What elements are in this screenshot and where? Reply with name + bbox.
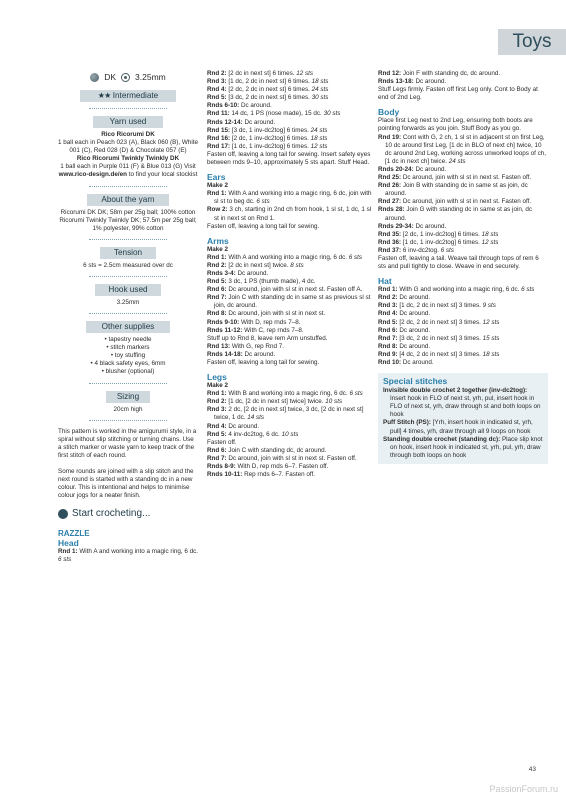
supply-item: • 4 black safety eyes, 6mm (90, 360, 166, 368)
stitch-count: 6 sts (256, 198, 270, 206)
row-label: Rnd 5: (207, 278, 227, 286)
row-label: Rnd 37: (378, 246, 402, 254)
row-text: Dc around, join with sl st in next st. (226, 310, 326, 318)
row-label: Rnd 25: (378, 174, 402, 182)
row-label: Rnds 6-10: (207, 102, 240, 110)
stitch-count: 24 sts (310, 126, 328, 134)
ears-instructions (207, 190, 373, 222)
tension-heading: Tension (100, 247, 156, 259)
instruction-row (207, 471, 373, 479)
yarn2-details-end: to find your local stockist (126, 171, 198, 179)
row-text: With B and working into a magic ring, 6 dc. (226, 390, 350, 398)
instruction-row (207, 86, 373, 94)
row-text: [1 dc, 2 dc in next st] 3 times. (397, 302, 483, 310)
supply-item: • tapestry needle (104, 336, 152, 344)
row-label: Rnd 13: (207, 342, 231, 350)
instruction-row (207, 343, 373, 351)
row-text: With G, rep Rnd 7. (230, 342, 284, 350)
yarn2-name: Rico Ricorumi Twinkly Twinkly DK (76, 155, 180, 163)
row-label: Rnd 2: (207, 398, 227, 406)
supply-item: • blusher (optional) (101, 368, 155, 376)
start-crocheting-label: Start crocheting... (72, 508, 151, 520)
instruction-row (207, 102, 373, 110)
stitch-count: 12 sts (296, 70, 314, 77)
row-label: Rnd 7: (207, 294, 227, 302)
row-label: Rnds 11-12: (207, 326, 243, 334)
head-finish: Fasten off, leaving a long tail for sewing. Insert safety eyes between rnds 9–10, approximately 5 sts apart. Stuff Head. (207, 150, 371, 167)
row-label: Rnd 3: (378, 302, 398, 310)
row-text: [2 dc in next st] twice. (226, 261, 291, 269)
row-label: Rnd 4: (207, 422, 227, 430)
instruction-row (207, 127, 373, 135)
instruction-row (378, 327, 548, 335)
instruction-row (207, 463, 373, 471)
instruction-row (207, 398, 373, 406)
stitch-count: 6 sts (58, 556, 72, 564)
row-label: Rnd 4: (378, 310, 398, 318)
row-text: [3 dc, 1 inv-dc2tog] 6 times. (230, 126, 311, 134)
instruction-row (383, 419, 543, 435)
right-column (378, 70, 548, 464)
row-text: Dc around. (235, 269, 269, 277)
level-label: Intermediate (112, 91, 159, 100)
row-text: Rep rnds 6–7. Fasten off. (242, 471, 316, 479)
row-text: Dc around. (397, 326, 431, 334)
hook-icon (121, 73, 130, 82)
instruction-row (207, 94, 373, 102)
special-stitches-list (383, 387, 543, 460)
row-text: With C, rep rnds 7–8. (242, 326, 304, 334)
intro-paragraph-2: Some rounds are joined with a slip stitch and the next round is started with a standing dc in a new colour. This is intentional and helps to minimise colour jogs for a neater finish. (58, 467, 194, 500)
instruction-row (378, 134, 548, 166)
row-label: Rnds 20-24: (378, 165, 414, 173)
row-label: Rnds 8-9: (207, 463, 236, 471)
row-label: Rnd 3: (207, 406, 227, 414)
stitch-count: 18 sts (311, 78, 329, 86)
row-text: Dc around. (397, 342, 431, 350)
instruction-row (207, 190, 373, 206)
row-text: Join G with standing dc in same st as join, dc around. (385, 206, 532, 222)
instruction-row (207, 310, 373, 318)
row-label: Rnd 12: (378, 70, 402, 77)
stitch-count: 6 sts (349, 390, 363, 398)
instruction-row (207, 206, 373, 222)
row-label: Rnd 4: (207, 86, 227, 94)
head-heading: Head (58, 538, 79, 549)
divider (89, 383, 167, 384)
stitch-count: 24 sts (448, 157, 466, 165)
yarn-used-heading: Yarn used (93, 116, 163, 128)
legs-fasten: Fasten off. (207, 438, 237, 446)
weight-label: DK (104, 71, 117, 82)
row-label: Rnd 8: (207, 310, 227, 318)
row-text: Dc around, join with sl st in next st. Fasten off. (401, 198, 532, 206)
divider (89, 186, 167, 187)
row-text: With A and working into a magic ring, 6 dc. (226, 253, 349, 261)
instruction-row (207, 143, 373, 151)
row-label: Rnds 13-18: (378, 78, 414, 86)
row-text: Join C with standing dc in same st as previous sl st join, dc around. (214, 294, 371, 310)
row-label: Rnd 35: (378, 230, 402, 238)
divider (89, 313, 167, 314)
instruction-row (207, 390, 373, 398)
hook-used-heading: Hook used (95, 284, 161, 296)
instruction-row (207, 406, 373, 422)
ears-finish: Fasten off, leaving a long tail for sewing. (207, 222, 320, 230)
instruction-row (378, 223, 548, 231)
row-text: 6 inv-dc2tog. (401, 246, 441, 254)
instruction-row (207, 286, 373, 294)
row-label: Rnds 12-14: (207, 118, 243, 126)
yarn-website-link[interactable]: www.rico-design.de/en (58, 171, 127, 179)
instruction-row (207, 78, 373, 86)
row-label: Rnd 5: (207, 430, 227, 438)
stitch-count: 8 sts (290, 261, 304, 269)
instruction-row (207, 70, 373, 78)
row-text: With A and working into a magic ring, 6 dc, join with sl st to beg dc. (214, 190, 372, 206)
legs-heading: Legs (207, 372, 227, 383)
row-text: [2 dc, 1 inv-dc2tog] 6 times. (230, 134, 311, 142)
body-finish: Fasten off, leaving a tail. Weave tail through tops of rem 6 sts and pull tightly to close. Weave in end securely. (378, 254, 539, 271)
row-label: Rnds 29-34: (378, 222, 414, 230)
instruction-row (378, 310, 548, 318)
row-text: Dc around. (397, 310, 431, 318)
instruction-row (378, 335, 548, 343)
row-label: Rnd 6: (378, 326, 398, 334)
instruction-row (378, 239, 548, 247)
row-text: With G and working into a magic ring, 6 dc. (397, 286, 522, 294)
row-text: 4 inv-dc2tog, 6 dc. (226, 430, 282, 438)
row-label: Rnd 11: (207, 110, 230, 118)
instruction-row (207, 110, 373, 118)
start-crocheting-heading (58, 509, 198, 519)
instruction-row (378, 247, 548, 255)
row-text: With D, rep rnds 6–7. Fasten off. (235, 463, 329, 471)
row-label: Invisible double crochet 2 together (inv-dc2tog): (383, 387, 528, 395)
body-instructions (378, 134, 548, 255)
stitch-count: 18 sts (310, 134, 328, 142)
row-label: Rnd 15: (207, 126, 231, 134)
row-text: Dc around, join with sl st in next st. Fasten off A. (226, 286, 363, 294)
ears-make: Make 2 (207, 182, 229, 190)
instruction-row (383, 436, 543, 460)
instruction-row (378, 351, 548, 359)
sizing-heading: Sizing (106, 391, 150, 403)
supplies-list (58, 336, 198, 376)
instruction-row (378, 359, 548, 367)
instruction-row (378, 294, 548, 302)
row-text: [1 dc, 1 inv-dc2tog] 6 times. (401, 238, 482, 246)
row-label: Rnd 7: (207, 454, 227, 462)
middle-column (207, 70, 373, 479)
instruction-row (378, 302, 548, 310)
row-text: Join C with standing dc, dc around. (226, 446, 327, 454)
row-label: Row 2: (207, 206, 228, 214)
legs-make: Make 2 (207, 382, 229, 390)
row-text: [2 dc, 2 dc in next st] 3 times. (397, 318, 483, 326)
special-stitches-box (378, 373, 548, 464)
row-label: Rnd 1: (207, 190, 227, 198)
stitch-count: 6 sts (348, 253, 363, 261)
instruction-row (207, 135, 373, 143)
stitch-count: 30 sts (311, 94, 329, 102)
instruction-row (207, 294, 373, 310)
row-label: Rnd 6: (207, 286, 227, 294)
yarn-used-text (58, 131, 198, 180)
arms-make: Make 2 (207, 245, 229, 253)
row-text: Dc around. (413, 222, 447, 230)
arms-stuff-note: Stuff up to Rnd 8, leave rem Arm unstuffed. (207, 334, 328, 342)
row-text: Dc around. (413, 78, 447, 86)
legs-instructions-continued (207, 447, 373, 479)
row-label: Rnds 3-4: (207, 269, 236, 277)
row-label: Rnd 26: (378, 182, 402, 190)
row-label: Rnd 5: (207, 94, 227, 102)
row-text: [1 dc, 2 dc in next st] 6 times. (226, 78, 312, 86)
instruction-row (207, 254, 373, 262)
row-text: Dc around. (226, 422, 260, 430)
row-text: With A and working into a magic ring, 6 dc. (77, 548, 198, 556)
row-label: Rnd 36: (378, 238, 402, 246)
stitch-count: 6 sts (521, 286, 535, 294)
stitch-count: 18 sts (482, 350, 500, 358)
instruction-row (378, 70, 548, 78)
row-label: Rnd 2: (207, 70, 227, 77)
difficulty-stars-icon: ★★ (97, 91, 111, 100)
legs-instructions-end (378, 70, 548, 86)
head-instructions (207, 70, 373, 151)
instruction-row (378, 78, 548, 86)
row-text: Dc around. (401, 359, 434, 366)
row-text: Join B with standing dc in same st as join, dc around. (385, 182, 528, 198)
row-text: Dc around, join with sl st in next st. Fasten off. (226, 454, 357, 462)
hook-size-label: 3.25mm (135, 71, 166, 82)
instruction-row (207, 278, 373, 286)
yarn-ball-icon (58, 509, 68, 519)
stitch-count: 14 sts (247, 414, 265, 422)
instruction-row (378, 198, 548, 206)
row-label: Puff Stitch (PS): (383, 419, 431, 427)
stitch-count: 10 sts (281, 430, 299, 438)
instruction-row (378, 206, 548, 222)
section-tab-label: Toys (512, 31, 552, 52)
row-text: Dc around. (239, 102, 272, 110)
watermark: PassionForum.ru (489, 784, 558, 794)
row-label: Rnd 6: (207, 446, 227, 454)
row-text: [4 dc, 2 dc in next st] 3 times. (397, 350, 483, 358)
instruction-row (207, 262, 373, 270)
stitch-count: 12 sts (481, 238, 499, 246)
instruction-row (58, 548, 198, 564)
body-intro: Place first Leg next to 2nd Leg, ensuring both boots are pointing forwards as you join. Stuff Body as you go. (378, 117, 533, 133)
row-label: Rnd 1: (378, 286, 398, 294)
divider (89, 108, 167, 109)
arms-instructions (207, 254, 373, 335)
stitch-count: 6 sts (440, 246, 454, 254)
row-text: [3 dc, 2 dc in next st] 6 times. (226, 94, 312, 102)
tension-text: 6 sts = 2.5cm measured over dc (83, 261, 173, 269)
row-label: Rnd 9: (378, 350, 398, 358)
row-text: [2 dc, 2 dc in next st] 6 times. (226, 86, 312, 94)
hat-instructions (378, 286, 548, 367)
about-yarn-heading: About the yarn (87, 194, 169, 206)
row-text: 14 dc, 1 PS (nose made), 15 dc. (229, 110, 324, 118)
weight-hook-row (58, 70, 198, 84)
instruction-row (378, 231, 548, 239)
intro-paragraph-1: This pattern is worked in the amigurumi style, in a spiral without slip stitching or turning chains. Use a stitch marker or waste yarn to keep track of the first stitch of each round. (58, 427, 197, 459)
row-text: Dc around. (397, 294, 431, 302)
row-label: Rnd 16: (207, 134, 231, 142)
row-label: Rnd 2: (207, 261, 227, 269)
row-text: Dc around. (242, 118, 276, 126)
row-text: [1 dc, [2 dc in next st] twice] twice. (226, 398, 326, 406)
row-text: 3 ch, starting in 2nd ch from hook, 1 sl st, 1 dc, 1 sl st in next st on Rnd 1. (214, 206, 372, 222)
section-tab (498, 29, 566, 55)
stitch-count: 18 sts (481, 230, 499, 238)
row-text: Dc around, join with sl st in next st. Fasten off. (401, 174, 532, 182)
row-text: [2 dc in next st] 6 times. (226, 70, 297, 77)
row-text: Join F with standing dc, dc around. (401, 70, 501, 77)
instruction-row (207, 431, 373, 439)
stitch-count: 30 sts (323, 110, 341, 118)
hat-heading: Hat (378, 276, 392, 287)
about-yarn-text: Ricorumi DK DK; 58m per 25g ball; 100% cotton Ricorumi Twinkly Twinkly DK; 57.5m per 25g ball; 1% polyester, 99% cotton (59, 208, 197, 232)
hook-used-text: 3.25mm (116, 298, 140, 306)
row-label: Rnd 27: (378, 198, 402, 206)
body-heading: Body (378, 107, 400, 118)
row-label: Rnd 5: (378, 318, 398, 326)
row-label: Rnd 7: (378, 334, 398, 342)
instruction-row (207, 327, 373, 335)
row-text: With D, rep rnds 7–8. (239, 318, 301, 326)
supply-item: • toy stuffing (110, 352, 146, 360)
row-text: 2 dc, [2 dc in next st] twice, 3 dc, [2 dc in next st] twice, 1 dc. (214, 406, 364, 422)
left-column (58, 70, 198, 565)
row-label: Rnd 17: (207, 142, 231, 150)
divider (89, 239, 167, 240)
spec-panel (58, 70, 198, 421)
row-text: Place slip knot on hook, insert hook in indicated st, yrh, pul, yrh, draw through both loops on hook (390, 435, 543, 459)
stitch-count: 9 sts (482, 302, 496, 310)
yarn2-details: 1 ball each in Purple 011 (F) & Blue 013 (G) Visit (60, 163, 196, 171)
row-label: Rnd 1: (207, 253, 227, 261)
instruction-row (383, 387, 543, 419)
instruction-row (207, 319, 373, 327)
instruction-row (207, 447, 373, 455)
row-text: [1 dc, 1 inv-dc2tog] 6 times. (230, 142, 311, 150)
stitch-count: 12 sts (310, 142, 328, 150)
row-label: Rnds 28: (378, 206, 405, 214)
arms-finish: Fasten off, leaving a long tail for sewing. (207, 359, 320, 366)
stitch-count: 12 sts (482, 318, 500, 326)
legs-instructions (207, 390, 373, 439)
divider (89, 276, 167, 277)
instruction-row (378, 166, 548, 174)
instruction-row (207, 270, 373, 278)
row-text: 3 dc, 1 PS (thumb made), 4 dc. (226, 278, 316, 286)
row-label: Rnd 10: (378, 359, 402, 366)
arms-instructions-continued (207, 343, 373, 359)
row-label: Rnds 10-11: (207, 471, 243, 479)
yarn1-name: Rico Ricorumi DK (101, 131, 155, 138)
row-label: Standing double crochet (standing dc): (383, 435, 501, 443)
stitch-count: 10 sts (325, 398, 343, 406)
row-text: Dc around. (242, 350, 276, 358)
arms-heading: Arms (207, 235, 229, 246)
divider (89, 420, 167, 421)
instruction-row (207, 119, 373, 127)
ears-heading: Ears (207, 172, 226, 183)
instruction-row (207, 351, 373, 359)
pattern-name: RAZZLE (58, 529, 90, 539)
other-supplies-heading: Other supplies (86, 321, 170, 333)
supply-item: • stitch markers (106, 344, 150, 352)
row-text: Dc around. (413, 165, 447, 173)
row-label: Rnd 2: (378, 294, 398, 302)
legs-finish-note: Stuff Legs firmly. Fasten off first Leg only. Cont to Body at end of 2nd Leg. (378, 86, 538, 102)
row-label: Rnd 8: (378, 342, 398, 350)
row-label: Rnds 14-18: (207, 350, 243, 358)
row-label: Rnd 3: (207, 78, 227, 86)
special-stitches-heading: Special stitches (383, 376, 448, 387)
level-badge (80, 90, 176, 102)
stitch-count: 24 sts (311, 86, 329, 94)
row-text: [3 dc, 2 dc in next st] 3 times. (397, 334, 483, 342)
instruction-row (378, 182, 548, 198)
row-text: [2 dc, 1 inv-dc2tog] 6 times. (401, 230, 482, 238)
instruction-row (207, 455, 373, 463)
instruction-row (207, 423, 373, 431)
row-label: Rnds 9-10: (207, 318, 240, 326)
instruction-row (378, 343, 548, 351)
row-label: Rnd 19: (378, 133, 402, 141)
yarn1-details: 1 ball each in Peach 023 (A), Black 060 (B), White 001 (C), Red 028 (D) & Chocolate 057 (E) (58, 139, 199, 155)
row-label: Rnd 1: (207, 390, 227, 398)
yarn-ball-icon (90, 73, 99, 82)
instruction-row (378, 174, 548, 182)
stitch-count: 15 sts (482, 334, 500, 342)
row-text: Insert hook in FLO of next st, yrh, pul, insert hook in FLO of next st, yrh, draw through st and both loops on hook (390, 395, 541, 419)
instruction-row (378, 319, 548, 327)
instruction-row (378, 286, 548, 294)
row-text: Cont with G, 2 ch, 1 sl st in adjacent st on first Leg, 10 dc around first Leg, [1 dc in BLO of next ch] twice, 10 dc around 2nd Leg, working across unworked loops of ch, [1 dc in next ch] twice. (385, 133, 547, 165)
page-number: 43 (528, 766, 536, 773)
row-text: [Yrh, insert hook in indicated st, yrh, pull] 4 times, yrh, draw through all 9 loops on hook (390, 419, 533, 435)
row-label: Rnd 1: (58, 548, 78, 556)
sizing-text: 20cm high (113, 405, 143, 413)
